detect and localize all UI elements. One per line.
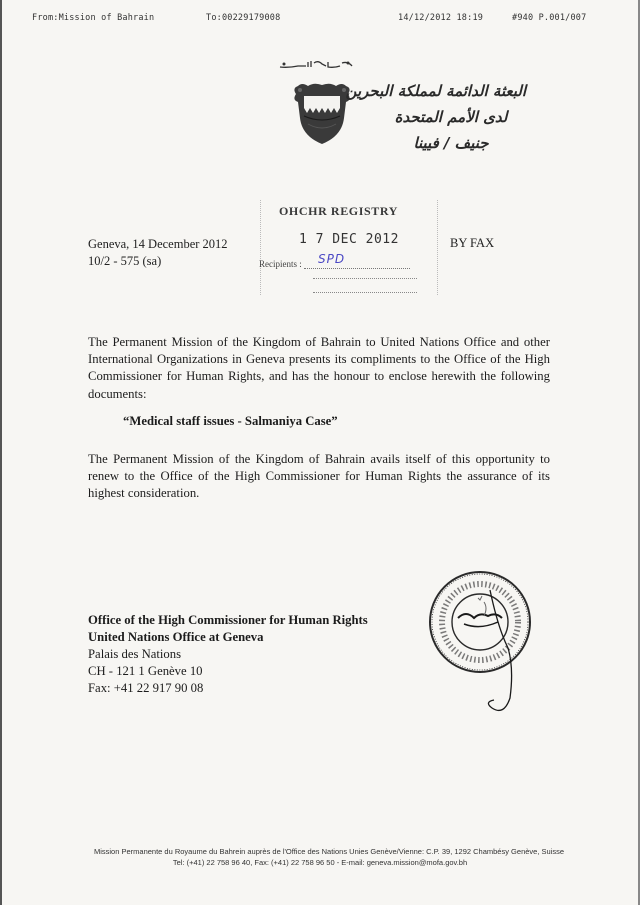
blank-recipient-line <box>313 292 417 293</box>
addressee-line: Palais des Nations <box>88 647 182 661</box>
fax-datetime: 14/12/2012 18:19 <box>398 13 484 23</box>
blank-recipient-line <box>313 278 417 279</box>
arabic-line: جنيف / فيينا <box>413 134 489 152</box>
reference-number: 10/2 - 575 (sa) <box>88 254 162 268</box>
addressee-line: Fax: +41 22 917 90 08 <box>88 681 204 695</box>
delivery-method: BY FAX <box>450 236 495 250</box>
addressee-line: CH - 121 1 Genève 10 <box>88 664 203 678</box>
place-date: Geneva, 14 December 2012 <box>88 237 228 251</box>
letter-meta <box>88 236 228 270</box>
footer-address: Mission Permanente du Royaume du Bahrein auprès de l'Office des Nations Unies Genève/Vienne: C.P. 39, 1292 Chambésy Genève, Suisse <box>93 847 565 856</box>
addressee-line: United Nations Office at Geneva <box>88 630 264 644</box>
mission-seal-stamp-icon <box>418 568 548 728</box>
recipients-label: Recipients : <box>259 259 302 269</box>
page-edge <box>0 0 2 905</box>
basmala-calligraphy-icon <box>278 58 354 70</box>
fax-transmission-header <box>0 13 640 27</box>
footer-contact: Tel: (+41) 22 758 96 40, Fax: (+41) 22 758 96 50 - E-mail: geneva.mission@mofa.gov.bh <box>172 858 468 867</box>
fax-to: To:00229179008 <box>206 13 281 23</box>
fax-from: From:Mission of Bahrain <box>32 13 155 23</box>
recipients-value: SPD <box>318 252 346 266</box>
addressee-line: Office of the High Commissioner for Human Rights <box>88 613 368 627</box>
registry-title: OHCHR REGISTRY <box>279 204 398 218</box>
fax-page-info: #940 P.001/007 <box>512 13 587 23</box>
page-footer <box>0 846 640 868</box>
registry-date: 1 7 DEC 2012 <box>299 232 399 247</box>
arabic-line: البعثة الدائمة لمملكة البحرين <box>345 82 526 100</box>
arabic-line: لدى الأمم المتحدة <box>394 108 508 126</box>
ohchr-registry-stamp <box>260 200 438 295</box>
bahrain-emblem-icon <box>290 80 354 146</box>
recipients-field <box>304 252 410 269</box>
paragraph-intro: The Permanent Mission of the Kingdom of Bahrain to United Nations Office and other International Organizations in Geneva presents its compliments to the Office of the High Commissioner for Human Rights, and has the honour to enclose herewith the following documents: <box>88 335 550 401</box>
arabic-letterhead <box>345 78 526 156</box>
recipients-row <box>259 252 410 269</box>
addressee-block <box>88 612 368 697</box>
paragraph-closing: The Permanent Mission of the Kingdom of Bahrain avails itself of this opportunity to renew to the Office of the High Commissioner for Human Rights the assurance of its highest consideration. <box>88 452 550 501</box>
enclosed-document-title: “Medical staff issues - Salmaniya Case” <box>123 414 338 428</box>
